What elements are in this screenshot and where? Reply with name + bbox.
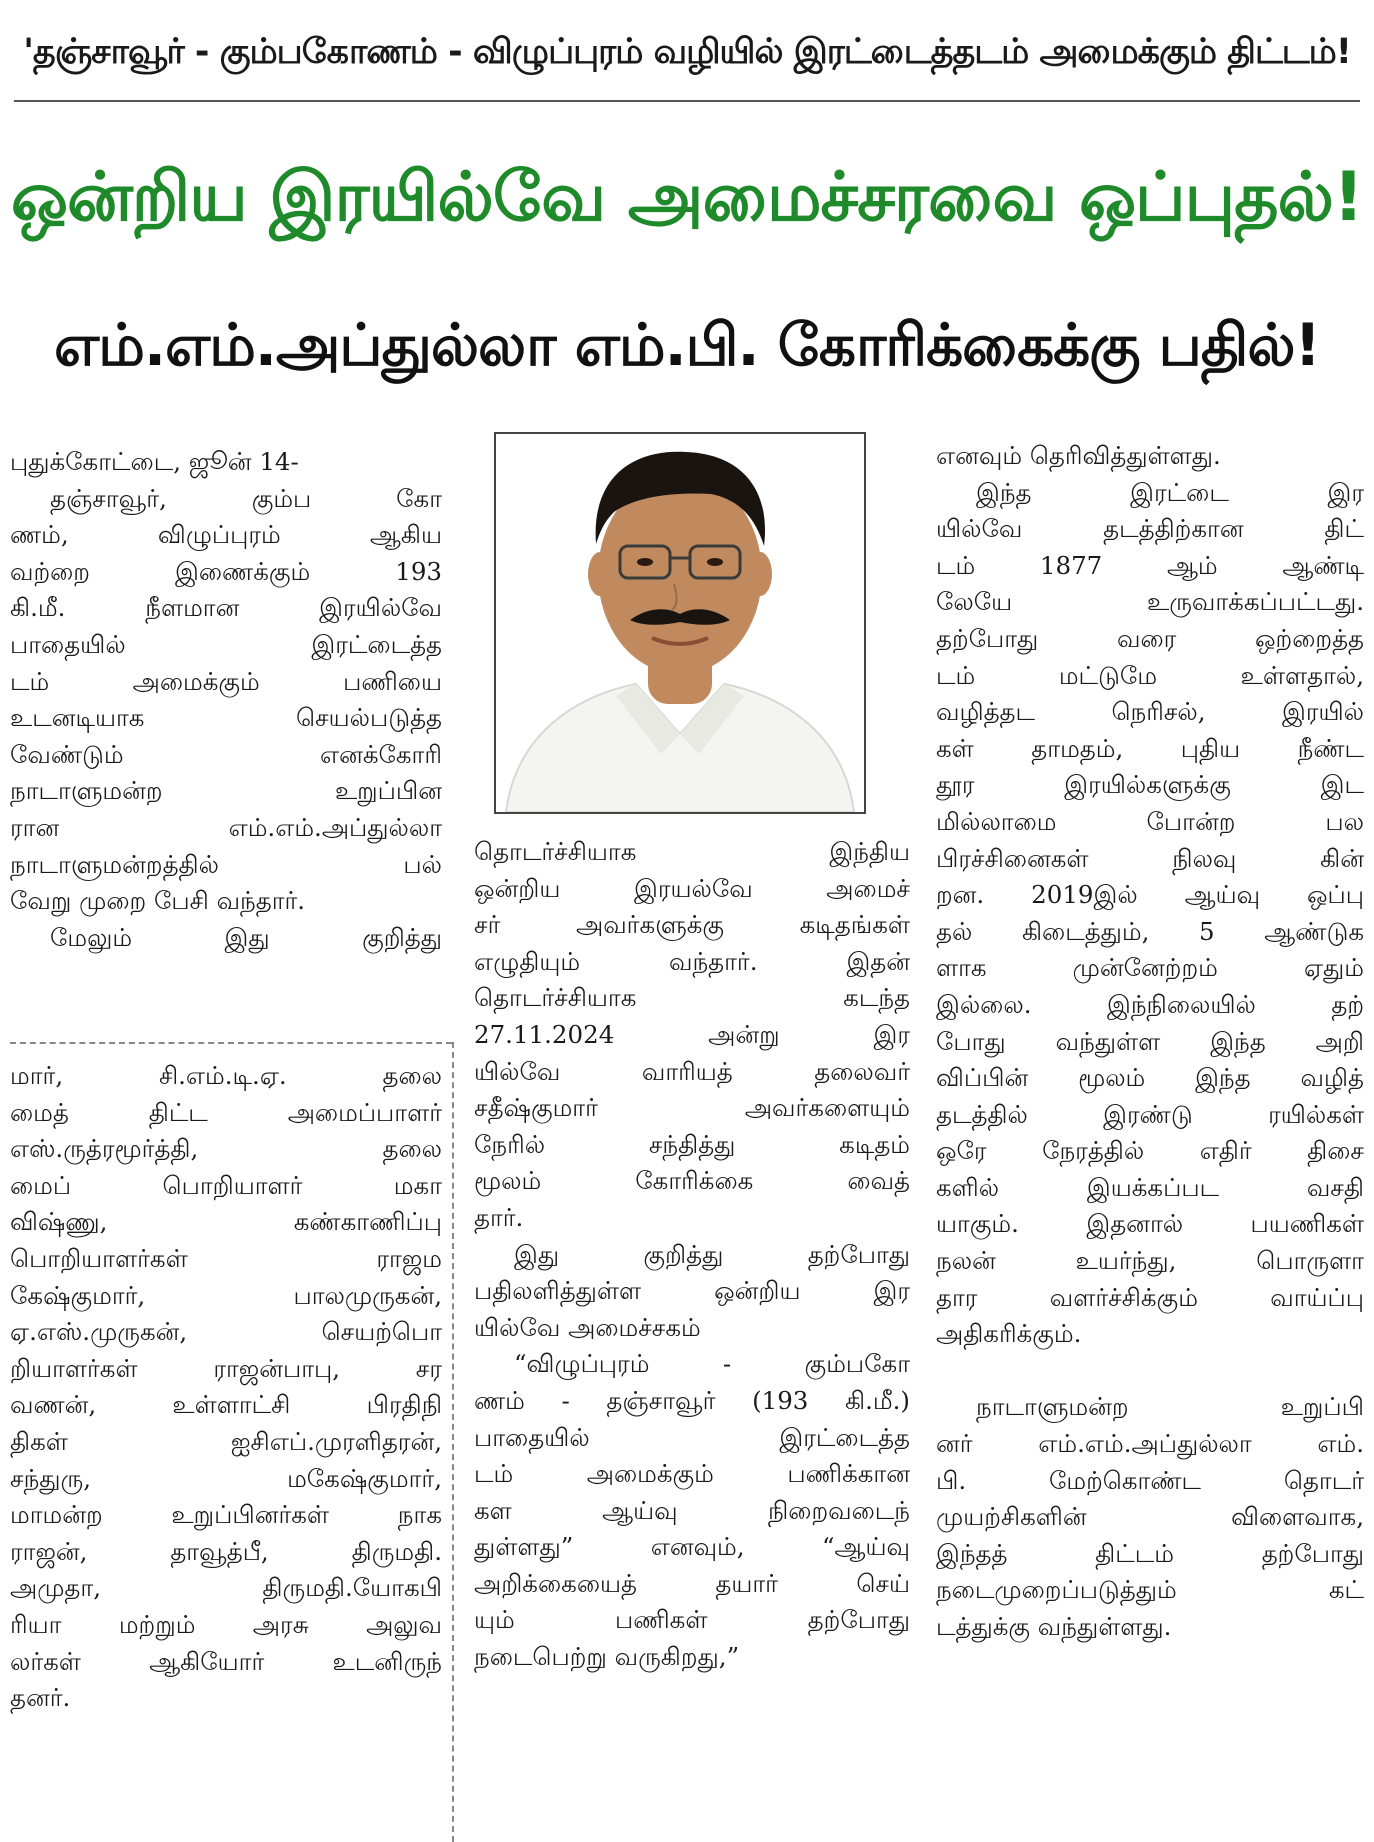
text-line: போது வந்துள்ள இந்த அறி (936, 1026, 1364, 1056)
subheadline: எம்.எம்.அப்துல்லா எம்.பி. கோரிக்கைக்கு பதில்! (54, 311, 1320, 379)
text-line: சர் அவர்களுக்கு கடிதங்கள் (474, 910, 910, 940)
text-line: தடத்தில் இரண்டு ரயில்கள் (936, 1099, 1364, 1129)
text-line: ளாக முன்னேற்றம் ஏதும் (936, 953, 1364, 983)
text-line: கள் தாமதம், புதிய நீண்ட (936, 733, 1364, 763)
text-line: வேறு முறை பேசி வந்தார். (10, 886, 306, 916)
text-line: றன. 2019இல் ஆய்வு ஒப்பு (936, 880, 1364, 910)
text-line: கி.மீ. நீளமான இரயில்வே (10, 593, 442, 623)
text-line: கேஷ்குமார், பாலமுருகன், (10, 1280, 442, 1310)
text-line: டம் அமைக்கும் பணிக்கான (474, 1459, 910, 1489)
text-line: முயற்சிகளின் விளைவாக, (936, 1502, 1364, 1532)
text-line: டத்துக்கு வந்துள்ளது. (936, 1612, 1172, 1641)
text-line: தார வளர்ச்சிக்கும் வாய்ப்பு (936, 1282, 1364, 1312)
text-line: சதீஷ்குமார் அவர்களையும் (474, 1093, 910, 1123)
text-line: வேண்டும் எனக்கோரி (10, 739, 442, 769)
text-line: அதிகரிக்கும். (936, 1319, 1082, 1349)
text-line: எஸ்.ருத்ரமூர்த்தி, தலை (10, 1134, 442, 1164)
kicker-rule (14, 100, 1360, 102)
text-line: புதுக்கோட்டை, ஜூன் 14- (10, 447, 299, 476)
text-line: றியாளர்கள் ராஜன்பாபு, சர (10, 1353, 442, 1383)
text-line: ஒன்றிய இரயல்வே அமைச் (474, 873, 910, 903)
text-line: தஞ்சாவூர், கும்ப கோ (50, 483, 442, 513)
text-line: களில் இயக்கப்பட வசதி (936, 1172, 1364, 1202)
text-line: தொடர்ச்சியாக இந்திய (474, 837, 910, 866)
text-line: யும் பணிகள் தற்போது (474, 1605, 910, 1635)
portrait-image (496, 434, 864, 812)
text-line: மேலும் இது குறித்து (50, 922, 442, 952)
text-line: ரியா மற்றும் அரசு அலுவ (10, 1609, 442, 1639)
text-line: நேரில் சந்தித்து கடிதம் (474, 1129, 910, 1159)
text-line: பொறியாளர்கள் ராஜம (10, 1243, 442, 1273)
text-line: நடைமுறைப்படுத்தும் கட் (936, 1575, 1364, 1605)
text-line: தல் கிடைத்தும், 5 ஆண்டுக (936, 916, 1364, 946)
text-line: ராஜன், தாவூத்பீ, திருமதி. (10, 1536, 442, 1566)
text-line: உடனடியாக செயல்படுத்த (10, 703, 442, 733)
column-3 (936, 438, 1364, 1646)
text-line: யாகும். இதனால் பயணிகள் (936, 1209, 1364, 1239)
column-1-top (10, 444, 442, 956)
text-line: 27.11.2024 அன்று இர (474, 1019, 910, 1049)
text-line: லேயே உருவாக்கப்பட்டது. (936, 587, 1364, 617)
text-line: ஒரே நேரத்தில் எதிர் திசை (936, 1136, 1364, 1166)
text-line: விஷ்ணு, கண்காணிப்பு (10, 1207, 442, 1237)
text-line: எனவும் தெரிவித்துள்ளது. (936, 441, 1221, 470)
column-divider-horizontal (10, 1042, 452, 1044)
text-line: நலன் உயர்ந்து, பொருளா (936, 1246, 1364, 1276)
text-line: கள ஆய்வு நிறைவடைந் (474, 1495, 910, 1525)
text-line: யில்வே வாரியத் தலைவர் (474, 1056, 910, 1086)
text-line: னர் எம்.எம்.அப்துல்லா எம். (936, 1429, 1364, 1459)
text-line: வற்றை இணைக்கும் 193 (10, 556, 442, 586)
text-line: மைப் பொறியாளர் மகா (10, 1170, 442, 1200)
text-line: இந்த இரட்டை இர (976, 477, 1364, 507)
text-line: டம் 1877 ஆம் ஆண்டி (936, 550, 1364, 580)
text-line: “விழுப்புரம் - கும்பகோ (514, 1349, 910, 1379)
text-line: யில்வே அமைச்சகம் (474, 1312, 701, 1342)
text-line: பாதையில் இரட்டைத்த (474, 1422, 910, 1452)
text-line: மாமன்ற உறுப்பினர்கள் நாக (10, 1500, 442, 1530)
text-line: நாடாளுமன்றத்தில் பல் (10, 849, 442, 879)
text-line: இந்தத் திட்டம் தற்போது (936, 1538, 1364, 1568)
text-line: பி. மேற்கொண்ட தொடர் (936, 1465, 1364, 1495)
text-line: பிரச்சினைகள் நிலவு கின் (936, 843, 1364, 873)
text-line: நாடாளுமன்ற உறுப்பின (10, 776, 442, 806)
text-line: ஏ.எஸ்.முருகன், செயற்பொ (10, 1317, 442, 1347)
text-line: வணன், உள்ளாட்சி பிரதிநி (10, 1390, 442, 1420)
text-line: டம் அமைக்கும் பணியை (10, 666, 442, 696)
text-line (936, 1353, 1364, 1390)
text-line: ணம் - தஞ்சாவூர் (193 கி.மீ.) (474, 1385, 910, 1415)
text-line: நாடாளுமன்ற உறுப்பி (976, 1392, 1364, 1422)
text-line: அறிக்கையைத் தயார் செய் (474, 1568, 910, 1598)
text-line: தார். (474, 1202, 524, 1232)
text-line: அமுதா, திருமதி.யோகபி (10, 1573, 442, 1603)
headline: ஒன்றிய இரயில்வே அமைச்சரவை ஒப்புதல்! (10, 158, 1364, 237)
text-line: தூர இரயில்களுக்கு இட (936, 770, 1364, 800)
text-line: திகள் ஐசிஎப்.முரளிதரன், (10, 1426, 442, 1456)
text-line: எழுதியும் வந்தார். இதன் (474, 946, 910, 976)
text-line: நடைபெற்று வருகிறது,” (474, 1642, 740, 1672)
portrait-photo (494, 432, 866, 814)
text-line: லர்கள் ஆகியோர் உடனிருந் (10, 1646, 442, 1676)
text-line: ரான எம்.எம்.அப்துல்லா (10, 812, 442, 842)
text-line: தற்போது வரை ஒற்றைத்த (936, 623, 1364, 653)
text-line: பாதையில் இரட்டைத்த (10, 629, 442, 659)
text-line: பதிலளித்துள்ள ஒன்றிய இர (474, 1276, 910, 1306)
text-line: தொடர்ச்சியாக கடந்த (474, 983, 910, 1013)
text-line: வழித்தட நெரிசல், இரயில் (936, 697, 1364, 727)
column-1-bottom (10, 1058, 442, 1717)
text-line: சந்துரு, மகேஷ்குமார், (10, 1463, 442, 1493)
text-line: மைத் திட்ட அமைப்பாளர் (10, 1097, 442, 1127)
column-divider-vertical (452, 1042, 454, 1842)
text-line: விப்பின் மூலம் இந்த வழித் (936, 1063, 1364, 1093)
text-line: மில்லாமை போன்ற பல (936, 806, 1364, 836)
kicker-line: 'தஞ்சாவூர் - கும்பகோணம் - விழுப்புரம் வழியில் இரட்டைத்தடம் அமைக்கும் திட்டம்! (23, 32, 1351, 72)
text-line: யில்வே தடத்திற்கான திட் (936, 514, 1364, 544)
text-line: தனர். (10, 1683, 71, 1713)
text-line: இது குறித்து தற்போது (514, 1239, 910, 1269)
text-line: மூலம் கோரிக்கை வைத் (474, 1166, 910, 1196)
text-line: ணம், விழுப்புரம் ஆகிய (10, 520, 442, 550)
text-line: இல்லை. இந்நிலையில் தற் (936, 989, 1364, 1019)
text-line: மார், சி.எம்.டி.ஏ. தலை (10, 1061, 442, 1090)
column-2 (474, 834, 910, 1676)
text-line: துள்ளது” எனவும், “ஆய்வு (474, 1532, 910, 1562)
text-line: டம் மட்டுமே உள்ளதால், (936, 660, 1364, 690)
